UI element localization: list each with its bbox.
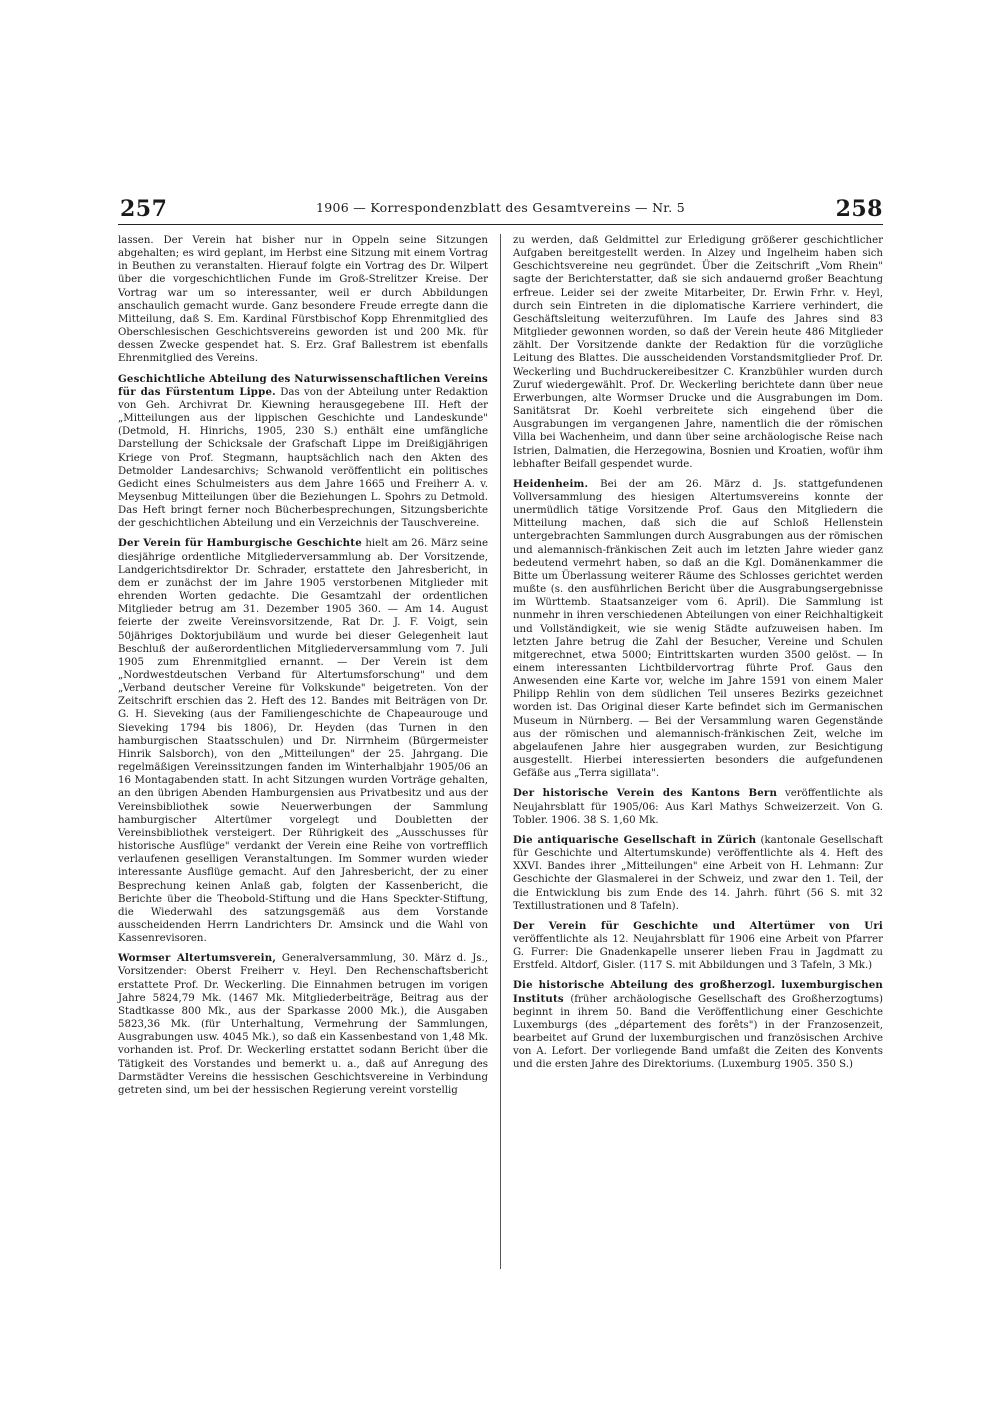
section-body: (früher archäologische Gesellschaft des Großherzogtums) beginnt in ihrem 50. Band die Veröffentlichung einer Geschichte Luxemburgs (des „département des forêts") in der Franzosenzeit, bearbeitet auf Grund der luxemburgischen und französischen Archive von A. Lefort. Der vorliegende Band umfaßt die Zeiten des Konvents und die ersten Jahre des Direktoriums. (Luxemburg 1905. 350 S.) <box>513 993 883 1071</box>
section-heading: Die antiquarische Gesellschaft in Zürich <box>513 833 757 846</box>
paragraph <box>513 979 883 1071</box>
paragraph: zu werden, daß Geldmittel zur Erledigung größerer geschichtlicher Aufgaben bereitgestellt werden. In Alzey und Ingelheim haben sich Geschichtsvereine neu gegründet. Über die Zeitschrift „Vom Rhein" sagte der Berichterstatter, daß sie sich andauernd großer Beachtung erfreue. Leider sei der zweite Mitarbeiter, Dr. Erwin Frhr. v. Heyl, durch sein Eintreten in die diplomatische Karriere verhindert, die Geschäftsleitung weiterzuführen. Im Laufe des Jahres sind 83 Mitglieder gewonnen worden, so daß der Verein heute 486 Mitglieder zählt. Der Vorsitzende dankte der Redaktion für die vorzügliche Leitung des Blattes. Die ausscheidenden Vorstandsmitglieder Prof. Dr. Weckerling und Buchdruckereibesitzer C. Kranzbühler wurden durch Zuruf wiedergewählt. Prof. Dr. Weckerling berichtete dann über neue Erwerbungen, alte Wormser Drucke und die Ausgrabungen im Dom. Sanitätsrat Dr. Koehl verbreitete sich eingehend über die Ausgrabungen im vergangenen Jahre, namentlich die der römischen Villa bei Wachenheim, und dann über seine archäologische Reise nach Istrien, Dalmatien, die Herzegowina, Bosnien und Kroatien, wofür ihm lebhafter Beifall gespendet wurde. <box>513 235 883 470</box>
paragraph: lassen. Der Verein hat bisher nur in Oppeln seine Sitzungen abgehalten; es wird geplant, im Herbst eine Sitzung mit einem Vortrag in Beuthen zu veranstalten. Hierauf folgte ein Vortrag des Dr. Wilpert über die vorgeschichtlichen Funde im Groß-Strelitzer Kreise. Der Vortrag war um so interessanter, weil er durch Abbildungen anschaulich gemacht wurde. Ganz besondere Freude erregte dann die Mitteilung, daß S. Em. Kardinal Fürstbischof Kopp Ehrenmitglied des Oberschlesischen Geschichtsvereins geworden ist und 200 Mk. für dessen Zwecke gespendet hat. S. Erz. Graf Ballestrem ist ebenfalls Ehrenmitglied des Vereins. <box>118 235 488 365</box>
section-heading: Der Verein für Hamburgische Geschichte <box>118 537 362 550</box>
page-header <box>118 196 883 225</box>
section-heading: Der historische Verein des Kantons Bern <box>513 787 778 800</box>
two-column-body <box>118 234 883 1274</box>
section-body: hielt am 26. März seine diesjährige ordentliche Mitgliederversammlung ab. Der Vorsitzende, Landgerichtsdirektor Dr. Schrader, erstattete den Jahresbericht, in dem er zunächst der im Jahre 1905 verstorbenen Mitglieder mit ehrenden Worten gedachte. Die Gesamtzahl der ordentlichen Mitglieder betrug am 31. Dezember 1905 360. — Am 14. August feierte der zweite Vereinsvorsitzende, Rat Dr. J. F. Voigt, sein 50jähriges Doktorjubiläum und wurde bei dieser Gelegenheit laut Beschluß der außerordentlichen Mitgliederversammlung vom 7. Juli 1905 zum Ehrenmitglied ernannt. — Der Verein ist dem „Nordwestdeutschen Verband für Altertumsforschung" und dem „Verband deutscher Vereine für Volkskunde" beigetreten. Von der Zeitschrift erschien das 2. Heft des 12. Bandes mit Beiträgen von Dr. G. H. Sieveking (aus der Familiengeschichte de Chapeaurouge und Sieveking 1794 bis 1806), Dr. Heyden (das Turnen in den hamburgischen Staatsschulen) und Dr. Nirrnheim (Bürgermeister Hinrik Salsborch), von den „Mitteilungen" der 25. Jahrgang. Die regelmäßigen Vereinssitzungen fanden im Winterhalbjahr 1905/06 an 16 Montagabenden statt. In acht Sitzungen wurden Vorträge gehalten, an den übrigen Abenden Hamburgensien aus Privatbesitz und aus der Vereinsbibliothek sowie Neuerwerbungen der Sammlung hamburgischer Altertümer vorgelegt und Doubletten der Vereinsbibliothek versteigert. Der Rührigkeit des „Ausschusses für historische Ausflüge" verdankt der Verein eine Reihe von vortrefflich verlaufenen geselligen Veranstaltungen. Im Sommer wurden wieder interessante Ausflüge gemacht. Auf den Jahresbericht, der zu einer Besprechung keinen Anlaß gab, folgten der Kassenbericht, die Berichte über die Theobold-Stiftung und die Hans Speckter-Stiftung, die Wiederwahl des satzungsgemäß aus dem Vorstande ausscheidenden Herrn Landrichters Dr. Amsinck und die Wahl von Kassenrevisoren. <box>118 538 488 945</box>
section-body: Generalversammlung, 30. März d. Js., Vorsitzender: Oberst Freiherr v. Heyl. Den Rechenschaftsbericht erstattete Prof. Dr. Weckerling. Die Einnahmen betrugen im vorigen Jahre 5824,79 Mk. (1467 Mk. Mitgliederbeiträge, Beitrag aus der Stadtkasse 800 Mk., aus der Sparkasse 2000 Mk.), die Ausgaben 5823,36 Mk. (für Unterhaltung, Vermehrung der Sammlungen, Ausgrabungen usw. 4045 Mk.), so daß ein Kassenbestand von 1,48 Mk. vorhanden ist. Prof. Dr. Weckerling erstattet sodann Bericht über die Tätigkeit des Vorstandes und bemerkt u. a., daß auf Anregung des Darmstädter Vereins die hessischen Geschichtsvereine in Verbindung getreten sind, um bei der hessischen Regierung vereint vorstellig <box>118 953 488 1096</box>
section-body: veröffentlichte als 12. Neujahrsblatt für 1906 eine Arbeit von Pfarrer G. Furrer: Die Gnadenkapelle unserer lieben Frau in Jagdmatt zu Erstfeld. Altdorf, Gisler. (117 S. mit Abbildungen und 3 Tafeln, 3 Mk.) <box>513 933 883 972</box>
paragraph <box>118 537 488 945</box>
section-body: (kantonale Gesellschaft für Geschichte und Altertumskunde) veröffentlichte als 4. Heft des XXVI. Bandes ihrer „Mitteilungen" eine Arbeit von H. Lehmann: Zur Geschichte der Glasmalerei in der Schweiz, und zwar den 1. Teil, der die Entwicklung bis zum Ende des 14. Jahrh. führt (56 S. mit 32 Textillustrationen und 8 Tafeln). <box>513 834 883 912</box>
section-heading: Wormser Altertumsverein, <box>118 952 277 965</box>
left-column <box>118 234 488 1097</box>
section-heading: Die historische Abteilung des großherzogl. luxemburgischen Instituts <box>513 979 883 1005</box>
section-heading: Der Verein für Geschichte und Altertümer von Uri <box>513 919 883 932</box>
page-number-left: 257 <box>120 196 168 222</box>
paragraph <box>513 478 883 781</box>
section-heading: Heidenheim. <box>513 477 589 490</box>
page <box>118 196 883 1096</box>
right-column <box>513 234 883 1072</box>
paragraph <box>513 787 883 826</box>
paragraph <box>513 920 883 973</box>
running-title: 1906 — Korrespondenzblatt des Gesamtvereins — Nr. 5 <box>315 200 686 215</box>
section-body: Das von der Abteilung unter Redaktion von Geh. Archivrat Dr. Kiewning herausgegebene III. Heft der „Mitteilungen aus der lippischen Geschichte und Landeskunde" (Detmold, H. Hinrichs, 1905, 230 S.) enthält eine umfängliche Darstellung der Schicksale der Grafschaft Lippe im Dreißigjährigen Kriege von Prof. Stegmann, hauptsächlich nach den Akten des Detmolder Landesarchivs; Schwanold veröffentlicht ein politisches Gedicht eines Schulmeisters aus dem Jahre 1665 und Freiherr A. v. Meysenbug Mitteilungen über die Beziehungen L. Spohrs zu Detmold. Das Heft bringt ferner noch Bücherbesprechungen, Sitzungsberichte der geschichtlichen Abteilung und ein Verzeichnis der Tauschvereine. <box>118 386 488 530</box>
column-divider <box>500 234 501 1269</box>
page-number-right: 258 <box>835 196 883 222</box>
section-body: veröffentlichte als Neujahrsblatt für 1905/06: Aus Karl Mathys Schweizerzeit. Von G. Tobler. 1906. 38 S. 1,60 Mk. <box>513 788 883 826</box>
section-heading: Geschichtliche Abteilung des Naturwissenschaftlichen Vereins für das Fürstentum Lippe. <box>118 372 488 398</box>
paragraph <box>118 373 488 531</box>
section-body: Bei der am 26. März d. Js. stattgefundenen Vollversammlung des hiesigen Altertumsvereins konnte der unermüdlich tätige Vorsitzende Prof. Gaus den Mitgliedern die Mitteilung machen, daß sich die auf Schloß Hellenstein untergebrachten Sammlungen durch Ausgrabungen aus der römischen und alemannisch-fränkischen Zeit auch im letzten Jahre wieder ganz bedeutend vermehrt haben, so daß an die Kgl. Domänenkammer die Bitte um Überlassung weiterer Räume des Schlosses gerichtet werden mußte (s. den ausführlichen Bericht über die Ausgrabungsergebnisse im Württemb. Staatsanzeiger vom 6. April). Die Sammlung ist nunmehr in ihren verschiedenen Abteilungen von einer Reichhaltigkeit und Vollständigkeit, wie sie wenig Städte aufzuweisen haben. Im letzten Jahre betrug die Zahl der Besucher, Vereine und Schulen mitgerechnet, etwa 5000; Eintrittskarten wurden 3500 gelöst. — In einem interessanten Lichtbildervortrag führte Prof. Gaus den Anwesenden eine Karte vor, welche im Jahre 1591 von einem Maler Philipp Rehlin von dem südlichen Teil unseres Bezirks gezeichnet worden ist. Das Original dieser Karte befindet sich im Germanischen Museum in Nürnberg. — Bei der Versammlung waren Gegenstände aus der römischen und alemannisch-fränkischen Zeit, welche im abgelaufenen Jahre hier ausgegraben wurden, zur Besichtigung ausgestellt. Hierbei interessierten besonders die aufgefundenen Gefäße aus „Terra sigillata". <box>513 478 883 780</box>
paragraph <box>513 834 883 913</box>
paragraph <box>118 952 488 1097</box>
